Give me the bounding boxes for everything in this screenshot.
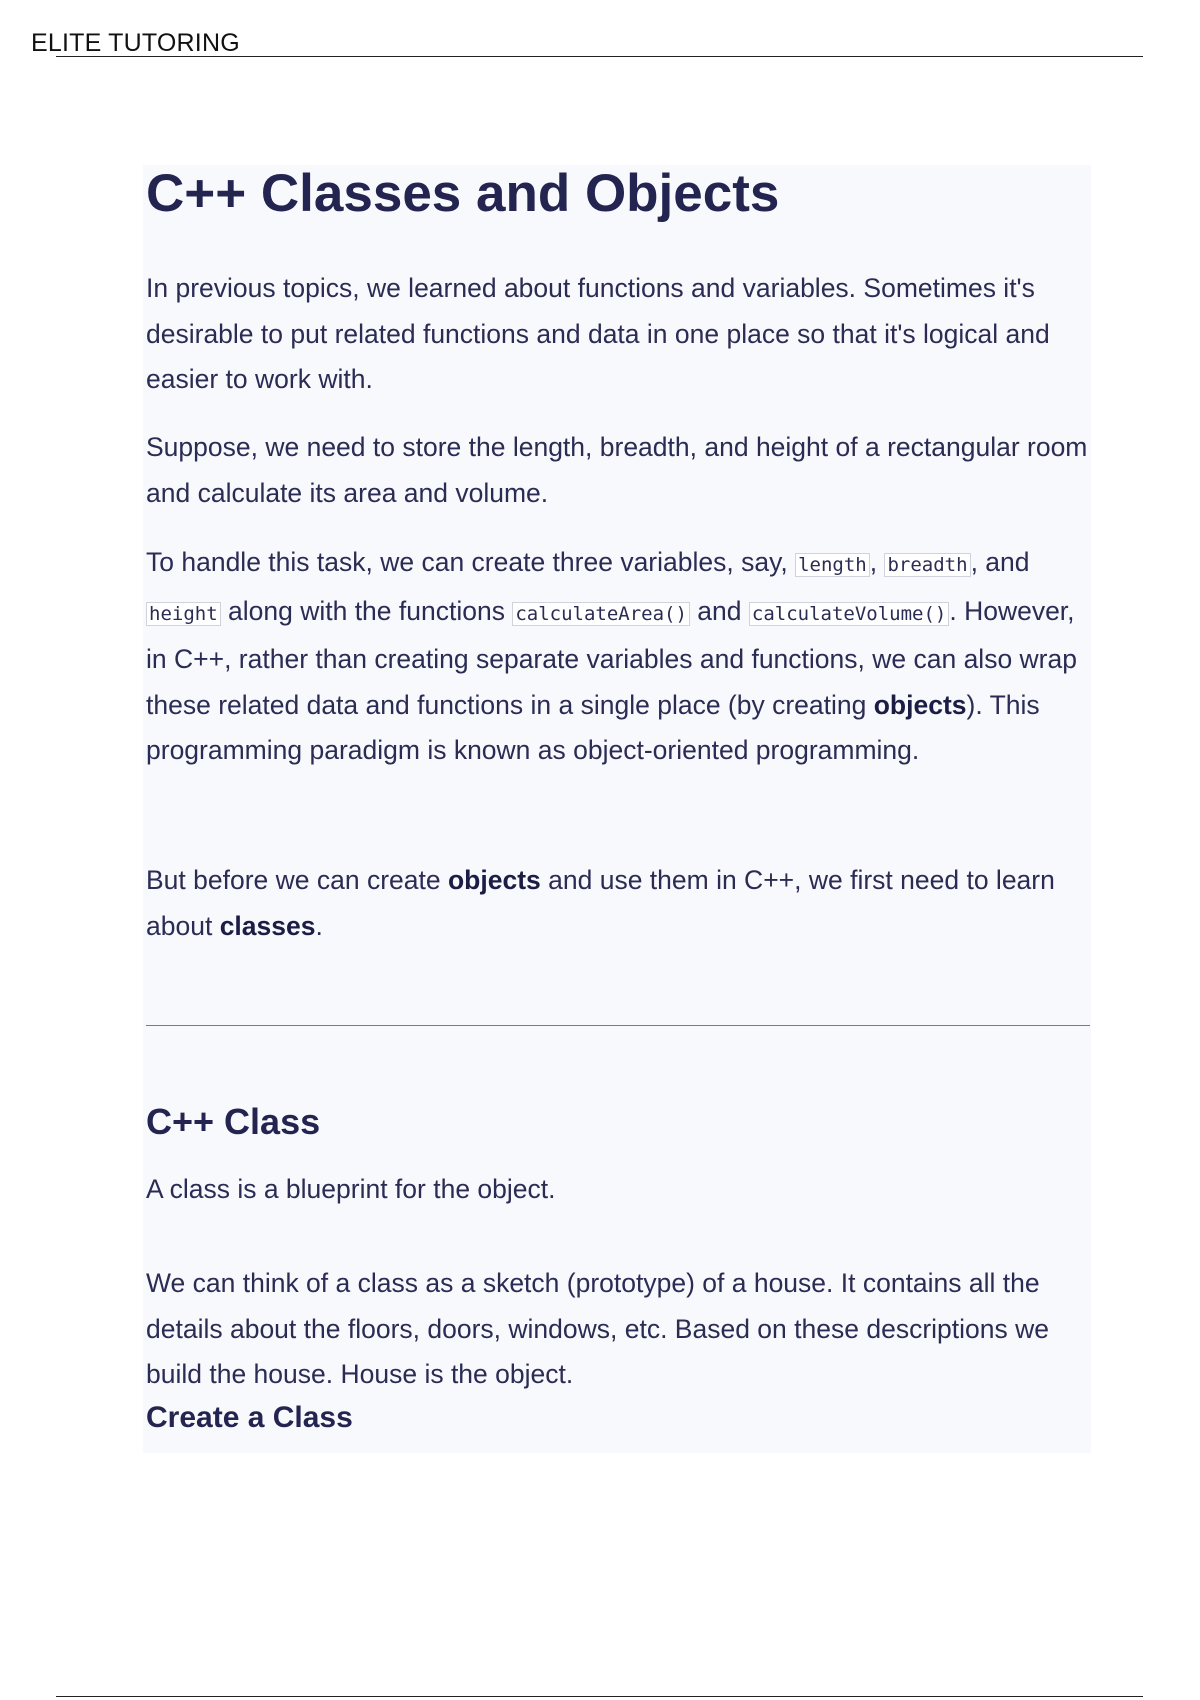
task-text-7: ). This programming paradigm is known as object-oriented programming. xyxy=(146,689,1040,765)
task-text-2: , xyxy=(869,547,885,577)
page-header-title: ELITE TUTORING xyxy=(31,29,240,57)
code-breadth: breadth xyxy=(884,553,970,577)
before-text-2: and use them in C++, we first need to learn about xyxy=(146,865,1055,941)
before-paragraph xyxy=(146,858,1091,949)
task-text-5: and xyxy=(689,595,749,626)
section-divider xyxy=(146,1025,1090,1026)
example-paragraph: Suppose, we need to store the length, breadth, and height of a rectangular room and calculate its area and volume. xyxy=(146,432,1088,508)
bold-objects: objects xyxy=(873,689,967,720)
create-class-subtitle: Create a Class xyxy=(146,1401,353,1434)
bold-objects-2: objects xyxy=(447,865,541,895)
article-title: C++ Classes and Objects xyxy=(146,164,780,223)
header-divider xyxy=(56,56,1143,57)
code-calculate-area: calculateArea() xyxy=(512,602,690,626)
footer-divider xyxy=(56,1696,1143,1697)
bold-classes: classes xyxy=(219,910,316,941)
class-analogy-paragraph: We can think of a class as a sketch (prototype) of a house. It contains all the details about the floors, doors, windows, etc. Based on these descriptions we build the house. House is the object. xyxy=(146,1268,1049,1389)
before-text-3: . xyxy=(315,910,323,941)
task-text-4: along with the functions xyxy=(220,595,513,626)
code-height: height xyxy=(146,602,221,626)
task-text-6: . However, in C++, rather than creating separate variables and functions, we can also wrap these related data and functions in a single place (by creating xyxy=(146,595,1077,720)
code-calculate-volume: calculateVolume() xyxy=(749,602,949,626)
task-paragraph xyxy=(146,540,1091,774)
before-text-1: But before we can create xyxy=(146,865,448,895)
task-text-3: , and xyxy=(970,547,1030,577)
intro-paragraph: In previous topics, we learned about functions and variables. Sometimes it's desirable to put related functions and data in one place so that it's logical and easier to work with. xyxy=(146,273,1050,394)
task-text-1: To handle this task, we can create three variables, say, xyxy=(146,547,796,577)
class-definition-paragraph: A class is a blueprint for the object. xyxy=(146,1174,556,1204)
code-length: length xyxy=(795,553,870,577)
class-section-title: C++ Class xyxy=(146,1101,321,1142)
